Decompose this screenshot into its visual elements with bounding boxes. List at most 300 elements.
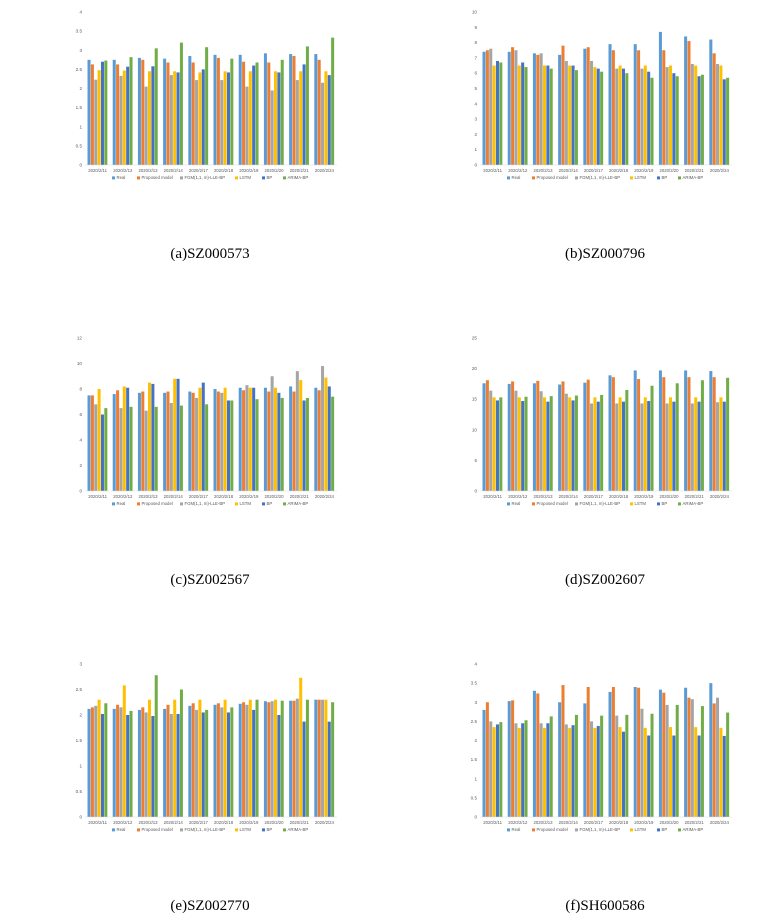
x-tick-label: 2020/2/19 xyxy=(634,168,654,173)
caption-d: (d)SZ002607 xyxy=(565,572,645,588)
x-tick-label: 2020/2/13 xyxy=(138,820,158,825)
bar-arima-bp-2 xyxy=(550,716,553,817)
bar-arima-bp-9 xyxy=(331,397,334,491)
bar-arima-bp-8 xyxy=(701,706,704,817)
bar-arima-bp-5 xyxy=(230,59,233,165)
y-tick-label: 3 xyxy=(79,47,82,53)
bar-lstm-4 xyxy=(198,700,201,817)
bar-arima-bp-0 xyxy=(499,62,502,165)
legend-swatch xyxy=(283,828,286,831)
bar-proposed-model-3 xyxy=(166,392,169,491)
bar-fgm-1-1-m-lle-bp-2 xyxy=(540,53,543,165)
bar-fgm-1-1-m-lle-bp-4 xyxy=(590,61,593,165)
bar-bp-4 xyxy=(597,726,600,817)
legend-swatch xyxy=(678,176,681,179)
bar-arima-bp-5 xyxy=(230,400,233,491)
bar-lstm-2 xyxy=(543,397,546,491)
bar-arima-bp-4 xyxy=(205,47,208,165)
legend-label: Real xyxy=(116,175,126,180)
bar-real-0 xyxy=(88,395,91,491)
legend-swatch xyxy=(283,502,286,505)
bar-arima-bp-8 xyxy=(701,75,704,165)
x-tick-label: 2020/2/12 xyxy=(113,168,133,173)
legend-swatch xyxy=(180,502,183,505)
caption-c: (c)SZ002567 xyxy=(170,572,250,588)
bar-proposed-model-4 xyxy=(587,47,590,165)
bar-fgm-1-1-m-lle-bp-5 xyxy=(220,393,223,491)
bar-lstm-2 xyxy=(148,383,151,491)
x-tick-label: 2020/2/12 xyxy=(508,494,528,499)
bar-chart-c xyxy=(75,333,345,533)
bar-proposed-model-1 xyxy=(116,705,119,817)
bar-real-0 xyxy=(88,709,91,817)
bar-arima-bp-7 xyxy=(281,60,284,165)
y-tick-label: 0 xyxy=(79,488,82,494)
legend-label: Proposed model xyxy=(536,501,568,506)
y-tick-label: 1 xyxy=(474,147,477,153)
bar-arima-bp-7 xyxy=(281,398,284,491)
bar-real-4 xyxy=(583,383,586,491)
legend-swatch xyxy=(630,502,633,505)
legend-swatch xyxy=(137,176,140,179)
chart-panel-f xyxy=(470,659,740,859)
bar-fgm-1-1-m-lle-bp-2 xyxy=(540,391,543,491)
bar-bp-0 xyxy=(101,714,104,817)
x-tick-label: 2020/2/11 xyxy=(483,168,502,173)
bar-fgm-1-1-m-lle-bp-9 xyxy=(716,698,719,817)
bar-real-0 xyxy=(483,383,486,491)
bar-real-1 xyxy=(508,384,511,491)
bar-real-6 xyxy=(634,687,637,817)
bar-arima-bp-4 xyxy=(600,72,603,165)
bar-proposed-model-5 xyxy=(217,392,220,491)
bar-arima-bp-8 xyxy=(306,700,309,817)
y-tick-label: 9 xyxy=(474,24,477,30)
x-tick-label: 2020/2/14 xyxy=(163,494,183,499)
y-tick-label: 3 xyxy=(474,116,477,122)
bar-lstm-1 xyxy=(123,386,126,491)
chart-panel-a xyxy=(75,7,345,207)
bar-bp-7 xyxy=(672,402,675,491)
x-tick-label: 2020/2/17 xyxy=(188,820,208,825)
bar-fgm-1-1-m-lle-bp-4 xyxy=(195,80,198,165)
bar-proposed-model-9 xyxy=(713,703,716,817)
bar-lstm-5 xyxy=(619,397,622,491)
bar-bp-3 xyxy=(572,725,575,817)
bar-real-2 xyxy=(533,691,536,817)
bar-lstm-7 xyxy=(669,397,672,491)
bar-lstm-0 xyxy=(493,727,496,817)
bar-fgm-1-1-m-lle-bp-7 xyxy=(271,90,274,165)
bar-lstm-4 xyxy=(593,67,596,165)
bar-real-3 xyxy=(558,55,561,165)
bar-proposed-model-4 xyxy=(192,393,195,491)
bar-lstm-6 xyxy=(644,397,647,491)
bar-bp-6 xyxy=(252,710,255,817)
x-tick-label: 2020/2/21 xyxy=(684,494,704,499)
bar-lstm-3 xyxy=(568,728,571,817)
bar-real-0 xyxy=(483,52,486,165)
legend-swatch xyxy=(235,502,238,505)
x-tick-label: 2020/2/13 xyxy=(533,494,553,499)
bar-real-4 xyxy=(583,703,586,817)
bar-fgm-1-1-m-lle-bp-6 xyxy=(640,403,643,491)
legend-swatch xyxy=(532,828,535,831)
legend-swatch xyxy=(262,176,265,179)
bar-lstm-4 xyxy=(198,72,201,165)
bar-fgm-1-1-m-lle-bp-7 xyxy=(666,403,669,491)
bar-bp-0 xyxy=(496,61,499,165)
bar-proposed-model-0 xyxy=(486,702,489,817)
bar-lstm-6 xyxy=(644,728,647,817)
bar-lstm-9 xyxy=(324,378,327,491)
legend-swatch xyxy=(235,176,238,179)
legend-swatch xyxy=(507,176,510,179)
bar-real-1 xyxy=(113,60,116,165)
bar-proposed-model-7 xyxy=(267,702,270,817)
x-tick-label: 2020/2/24 xyxy=(709,494,729,499)
bar-real-9 xyxy=(314,388,317,491)
bar-real-2 xyxy=(138,710,141,817)
bar-chart-a xyxy=(75,7,345,207)
bar-lstm-8 xyxy=(694,66,697,165)
bar-bp-8 xyxy=(303,64,306,165)
bar-arima-bp-1 xyxy=(525,720,528,817)
x-tick-label: 2020/2/13 xyxy=(533,168,553,173)
bar-proposed-model-5 xyxy=(612,687,615,817)
bar-real-8 xyxy=(289,54,292,165)
y-tick-label: 10 xyxy=(76,361,82,366)
bar-arima-bp-0 xyxy=(104,408,107,491)
bar-proposed-model-5 xyxy=(217,58,220,165)
bar-real-5 xyxy=(214,705,217,817)
y-tick-label: 8 xyxy=(79,386,82,392)
bar-bp-7 xyxy=(277,72,280,165)
y-tick-label: 4 xyxy=(79,437,82,443)
bar-proposed-model-3 xyxy=(166,705,169,817)
x-tick-label: 2020/2/20 xyxy=(659,820,679,825)
legend-label: FGM(1,1, m)-LLE-BP xyxy=(184,501,226,506)
legend-label: LSTM xyxy=(239,175,251,180)
bar-lstm-5 xyxy=(224,71,227,165)
bar-arima-bp-5 xyxy=(625,715,628,817)
legend-label: FGM(1,1, m)-LLE-BP xyxy=(184,175,226,180)
legend-swatch xyxy=(575,502,578,505)
bar-proposed-model-3 xyxy=(561,685,564,817)
bar-proposed-model-4 xyxy=(587,687,590,817)
bar-real-7 xyxy=(264,53,267,165)
bar-real-6 xyxy=(634,44,637,165)
legend-swatch xyxy=(262,502,265,505)
legend-label: LSTM xyxy=(634,501,646,506)
x-tick-label: 2020/2/21 xyxy=(684,168,704,173)
legend-label: FGM(1,1, m)-LLE-BP xyxy=(579,175,621,180)
bar-bp-8 xyxy=(303,722,306,817)
bar-proposed-model-3 xyxy=(561,46,564,165)
bar-chart-d xyxy=(470,333,740,533)
legend-label: FGM(1,1, m)-LLE-BP xyxy=(184,827,226,832)
x-tick-label: 2020/2/20 xyxy=(659,494,679,499)
legend-swatch xyxy=(678,828,681,831)
bar-bp-8 xyxy=(303,400,306,491)
bar-bp-6 xyxy=(647,72,650,165)
bar-real-6 xyxy=(239,704,242,817)
bar-lstm-9 xyxy=(719,397,722,491)
bar-proposed-model-6 xyxy=(637,688,640,817)
bar-real-4 xyxy=(188,392,191,491)
bar-lstm-7 xyxy=(274,71,277,165)
legend-label: LSTM xyxy=(634,827,646,832)
x-tick-label: 2020/2/21 xyxy=(289,168,309,173)
y-tick-label: 3.5 xyxy=(470,680,477,686)
y-tick-label: 2.5 xyxy=(75,687,82,692)
bar-proposed-model-7 xyxy=(267,392,270,491)
bar-real-8 xyxy=(684,370,687,491)
bar-proposed-model-0 xyxy=(91,64,94,165)
bar-real-3 xyxy=(163,709,166,817)
bar-lstm-7 xyxy=(669,727,672,817)
bar-bp-9 xyxy=(328,722,331,817)
y-tick-label: 2 xyxy=(79,712,82,718)
bar-arima-bp-2 xyxy=(155,675,158,817)
legend-swatch xyxy=(657,502,660,505)
bar-proposed-model-3 xyxy=(166,62,169,165)
y-tick-label: 1.5 xyxy=(75,105,82,111)
bar-arima-bp-5 xyxy=(625,73,628,165)
caption-e: (e)SZ002770 xyxy=(170,898,250,914)
bar-arima-bp-3 xyxy=(575,70,578,165)
bar-real-3 xyxy=(558,385,561,491)
bar-real-7 xyxy=(659,32,662,165)
bar-lstm-6 xyxy=(249,700,252,817)
bar-proposed-model-9 xyxy=(713,53,716,165)
bar-proposed-model-6 xyxy=(637,379,640,491)
legend-swatch xyxy=(575,176,578,179)
y-tick-label: 12 xyxy=(76,335,82,341)
bar-fgm-1-1-m-lle-bp-4 xyxy=(590,403,593,491)
legend-label: FGM(1,1, m)-LLE-BP xyxy=(579,827,621,832)
y-tick-label: 0 xyxy=(474,814,477,820)
x-tick-label: 2020/2/14 xyxy=(558,820,578,825)
legend-label: ARIMA-BP xyxy=(287,827,309,832)
legend-swatch xyxy=(180,828,183,831)
x-tick-label: 2020/2/19 xyxy=(239,168,259,173)
bar-proposed-model-5 xyxy=(217,703,220,817)
bar-fgm-1-1-m-lle-bp-7 xyxy=(666,67,669,165)
legend-swatch xyxy=(532,502,535,505)
bar-fgm-1-1-m-lle-bp-5 xyxy=(615,403,618,491)
bar-lstm-2 xyxy=(148,71,151,165)
bar-lstm-9 xyxy=(719,66,722,165)
y-tick-label: 25 xyxy=(471,335,477,341)
bar-lstm-1 xyxy=(123,685,126,817)
caption-a: (a)SZ000573 xyxy=(170,246,250,262)
bar-bp-1 xyxy=(521,401,524,491)
bar-bp-7 xyxy=(277,715,280,817)
bar-bp-5 xyxy=(227,72,230,165)
bar-fgm-1-1-m-lle-bp-8 xyxy=(691,699,694,817)
bar-proposed-model-8 xyxy=(292,392,295,491)
y-tick-label: 1 xyxy=(474,776,477,782)
bar-proposed-model-6 xyxy=(242,390,245,491)
bar-proposed-model-2 xyxy=(141,707,144,817)
bar-arima-bp-6 xyxy=(651,714,654,817)
legend-swatch xyxy=(630,176,633,179)
legend-swatch xyxy=(283,176,286,179)
bar-arima-bp-4 xyxy=(600,716,603,817)
y-tick-label: 0 xyxy=(79,162,82,168)
bar-fgm-1-1-m-lle-bp-9 xyxy=(321,83,324,165)
bar-bp-4 xyxy=(202,69,205,165)
x-tick-label: 2020/2/11 xyxy=(88,494,107,499)
bar-lstm-6 xyxy=(249,388,252,491)
bar-real-7 xyxy=(659,690,662,817)
bar-arima-bp-4 xyxy=(600,395,603,491)
bar-proposed-model-1 xyxy=(116,390,119,491)
y-tick-label: 7 xyxy=(474,55,477,61)
bar-arima-bp-7 xyxy=(676,76,679,165)
bar-real-5 xyxy=(609,375,612,491)
bar-bp-3 xyxy=(177,379,180,491)
y-tick-label: 4 xyxy=(79,9,82,15)
bar-fgm-1-1-m-lle-bp-0 xyxy=(94,404,97,491)
x-tick-label: 2020/2/13 xyxy=(138,494,158,499)
bar-lstm-5 xyxy=(224,700,227,817)
bar-fgm-1-1-m-lle-bp-8 xyxy=(296,371,299,491)
bar-fgm-1-1-m-lle-bp-3 xyxy=(565,394,568,491)
bar-fgm-1-1-m-lle-bp-3 xyxy=(565,61,568,165)
legend-label: LSTM xyxy=(634,175,646,180)
x-tick-label: 2020/2/14 xyxy=(163,168,183,173)
bar-real-1 xyxy=(508,701,511,817)
legend-label: ARIMA-BP xyxy=(682,175,704,180)
bar-lstm-5 xyxy=(619,727,622,817)
x-tick-label: 2020/2/17 xyxy=(188,494,208,499)
bar-fgm-1-1-m-lle-bp-5 xyxy=(615,716,618,817)
legend-label: Real xyxy=(511,827,521,832)
caption-b: (b)SZ000796 xyxy=(565,246,645,262)
y-tick-label: 0 xyxy=(79,814,82,820)
bar-arima-bp-1 xyxy=(525,397,528,491)
bar-real-7 xyxy=(659,370,662,491)
legend-swatch xyxy=(112,502,115,505)
bar-arima-bp-9 xyxy=(331,38,334,165)
legend-label: Proposed model xyxy=(141,501,173,506)
bar-fgm-1-1-m-lle-bp-6 xyxy=(245,705,248,817)
bar-fgm-1-1-m-lle-bp-5 xyxy=(220,707,223,817)
bar-bp-4 xyxy=(597,69,600,165)
bar-arima-bp-9 xyxy=(331,702,334,817)
bar-real-9 xyxy=(709,40,712,165)
legend-label: ARIMA-BP xyxy=(287,501,309,506)
legend-swatch xyxy=(235,828,238,831)
bar-arima-bp-2 xyxy=(550,396,553,491)
legend-swatch xyxy=(657,828,660,831)
bar-real-2 xyxy=(533,383,536,491)
legend-swatch xyxy=(657,176,660,179)
y-tick-label: 0 xyxy=(474,488,477,494)
chart-panel-e xyxy=(75,659,345,859)
bar-proposed-model-9 xyxy=(318,60,321,165)
bar-lstm-9 xyxy=(324,700,327,817)
x-tick-label: 2020/2/24 xyxy=(709,168,729,173)
x-tick-label: 2020/2/19 xyxy=(634,494,654,499)
x-tick-label: 2020/2/13 xyxy=(138,168,158,173)
bar-bp-8 xyxy=(698,736,701,817)
bar-proposed-model-8 xyxy=(292,56,295,165)
bar-fgm-1-1-m-lle-bp-1 xyxy=(514,50,517,165)
legend-swatch xyxy=(532,176,535,179)
bar-fgm-1-1-m-lle-bp-4 xyxy=(195,710,198,817)
bar-bp-0 xyxy=(496,724,499,817)
bar-fgm-1-1-m-lle-bp-0 xyxy=(489,391,492,491)
y-tick-label: 1.5 xyxy=(75,738,82,743)
legend-label: Proposed model xyxy=(536,175,568,180)
y-tick-label: 1 xyxy=(79,124,82,130)
bar-bp-3 xyxy=(572,400,575,491)
legend-label: LSTM xyxy=(239,827,251,832)
bar-real-6 xyxy=(239,388,242,491)
y-tick-label: 6 xyxy=(79,412,82,417)
legend-label: ARIMA-BP xyxy=(682,827,704,832)
legend-swatch xyxy=(137,828,140,831)
bar-chart-b xyxy=(470,7,740,207)
bar-fgm-1-1-m-lle-bp-5 xyxy=(615,69,618,165)
y-tick-label: 15 xyxy=(471,396,477,402)
bar-real-9 xyxy=(709,683,712,817)
bar-bp-9 xyxy=(328,386,331,491)
x-tick-label: 2020/2/14 xyxy=(558,494,578,499)
bar-arima-bp-3 xyxy=(575,396,578,491)
bar-proposed-model-7 xyxy=(662,377,665,491)
bar-real-0 xyxy=(483,710,486,817)
legend-label: Proposed model xyxy=(141,827,173,832)
y-tick-label: 2.5 xyxy=(75,66,82,72)
bar-arima-bp-8 xyxy=(701,380,704,491)
bar-lstm-2 xyxy=(148,700,151,817)
bar-arima-bp-7 xyxy=(676,705,679,817)
bar-real-6 xyxy=(239,55,242,165)
bar-proposed-model-9 xyxy=(318,700,321,817)
bar-lstm-7 xyxy=(274,388,277,491)
y-tick-label: 6 xyxy=(474,70,477,76)
bar-arima-bp-6 xyxy=(256,62,259,165)
chart-panel-c xyxy=(75,333,345,533)
bar-fgm-1-1-m-lle-bp-7 xyxy=(666,705,669,817)
bar-fgm-1-1-m-lle-bp-0 xyxy=(489,49,492,165)
bar-bp-1 xyxy=(126,388,129,491)
bar-arima-bp-5 xyxy=(625,390,628,491)
bar-fgm-1-1-m-lle-bp-5 xyxy=(220,80,223,165)
bar-lstm-4 xyxy=(593,728,596,817)
x-tick-label: 2020/2/18 xyxy=(214,168,234,173)
bar-bp-6 xyxy=(647,736,650,817)
bar-proposed-model-0 xyxy=(91,395,94,491)
bar-bp-2 xyxy=(546,723,549,817)
y-tick-label: 5 xyxy=(474,86,477,91)
chart-panel-b xyxy=(470,7,740,207)
y-tick-label: 4 xyxy=(474,661,477,667)
bar-chart-e xyxy=(75,659,345,859)
x-tick-label: 2020/2/18 xyxy=(609,168,629,173)
bar-fgm-1-1-m-lle-bp-8 xyxy=(296,699,299,817)
bar-bp-1 xyxy=(126,715,129,817)
bar-fgm-1-1-m-lle-bp-2 xyxy=(145,712,148,817)
bar-lstm-4 xyxy=(593,397,596,491)
y-tick-label: 8 xyxy=(474,40,477,46)
bar-bp-8 xyxy=(698,76,701,165)
bar-lstm-2 xyxy=(543,66,546,165)
